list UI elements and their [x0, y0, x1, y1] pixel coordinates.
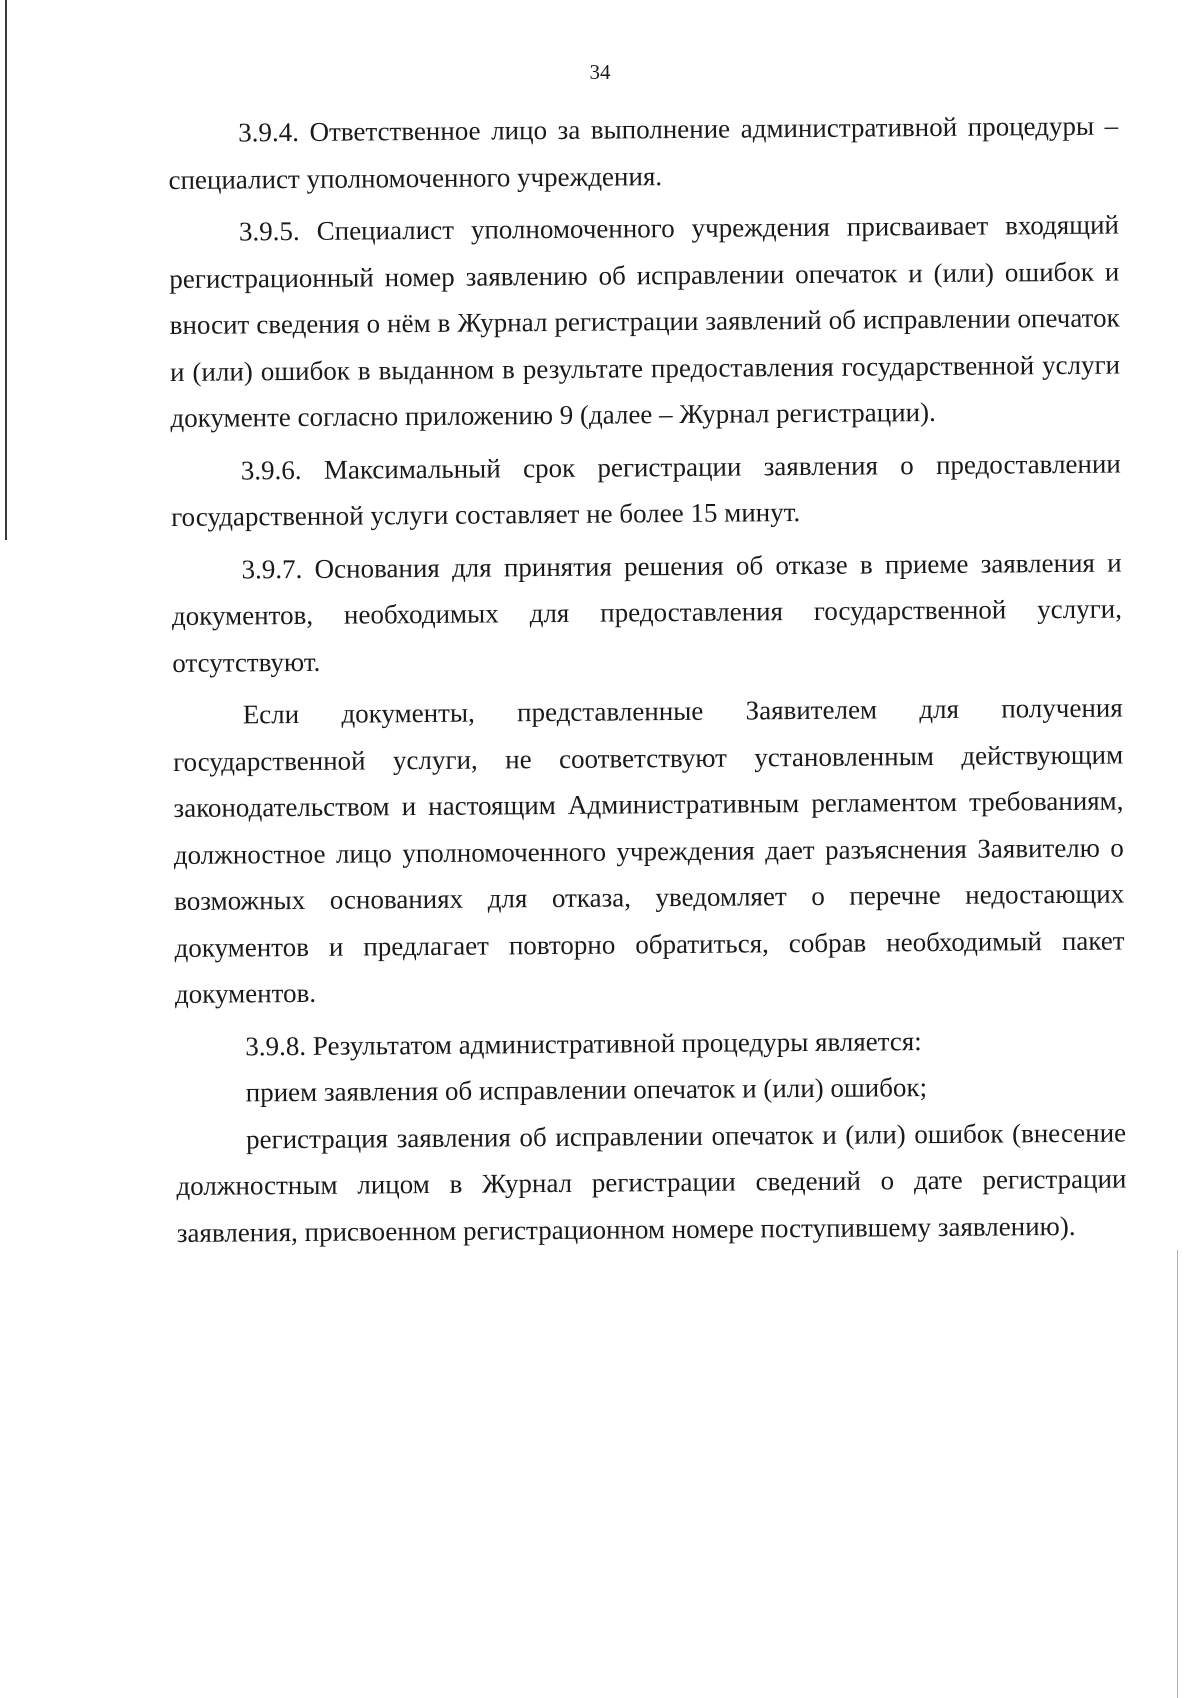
scan-edge-right [1177, 1250, 1178, 1698]
paragraph-3-9-6: 3.9.6. Максимальный срок регистрации заявления о предоставлении государственной услуги составляет не более 15 минут. [171, 448, 1121, 532]
document-body [168, 103, 1127, 1256]
paragraph-requirements: Если документы, представленные Заявителем для получения государственной услуги, не соответствуют установленным действующим законодательством и настоящим Административным регламентом требованиям, должностное лицо уполномоченного учреждения дает разъяснения Заявителю о возможных основаниях для отказа, уведомляет о перечне недостающих документов и предлагает повторно обратиться, собрав необходимый пакет документов. [172, 692, 1125, 1009]
paragraph-3-9-7: 3.9.7. Основания для принятия решения об отказе в приеме заявления и документов, необходимых для предоставления государственной услуги, отсутствуют. [171, 547, 1123, 678]
paragraph-result-item-2: регистрация заявления об исправлении опечаток и (или) ошибок (внесение должностным лицом в Журнал регистрации сведений о дате регистрации заявления, присвоенном регистрационном номере поступившему заявлению). [176, 1117, 1127, 1248]
paragraph-3-9-8: 3.9.8. Результатом административной процедуры является: [245, 1025, 922, 1061]
paragraph-result-item-1: прием заявления об исправлении опечаток и (или) ошибок; [245, 1072, 928, 1108]
page-number: 34 [589, 60, 611, 84]
paragraph-3-9-4: 3.9.4. Ответственное лицо за выполнение административной процедуры – специалист уполномоченного учреждения. [168, 110, 1119, 195]
paragraph-3-9-5: 3.9.5. Специалист уполномоченного учреждения присваивает входящий регистрационный номер заявлению об исправлении опечаток и (или) ошибок и вносит сведения о нём в Журнал регистрации заявлений об исправлении опечаток и (или) ошибок в выданном в результате предоставления государственной услуги документе согласно приложению 9 (далее – Журнал регистрации). [169, 209, 1121, 433]
